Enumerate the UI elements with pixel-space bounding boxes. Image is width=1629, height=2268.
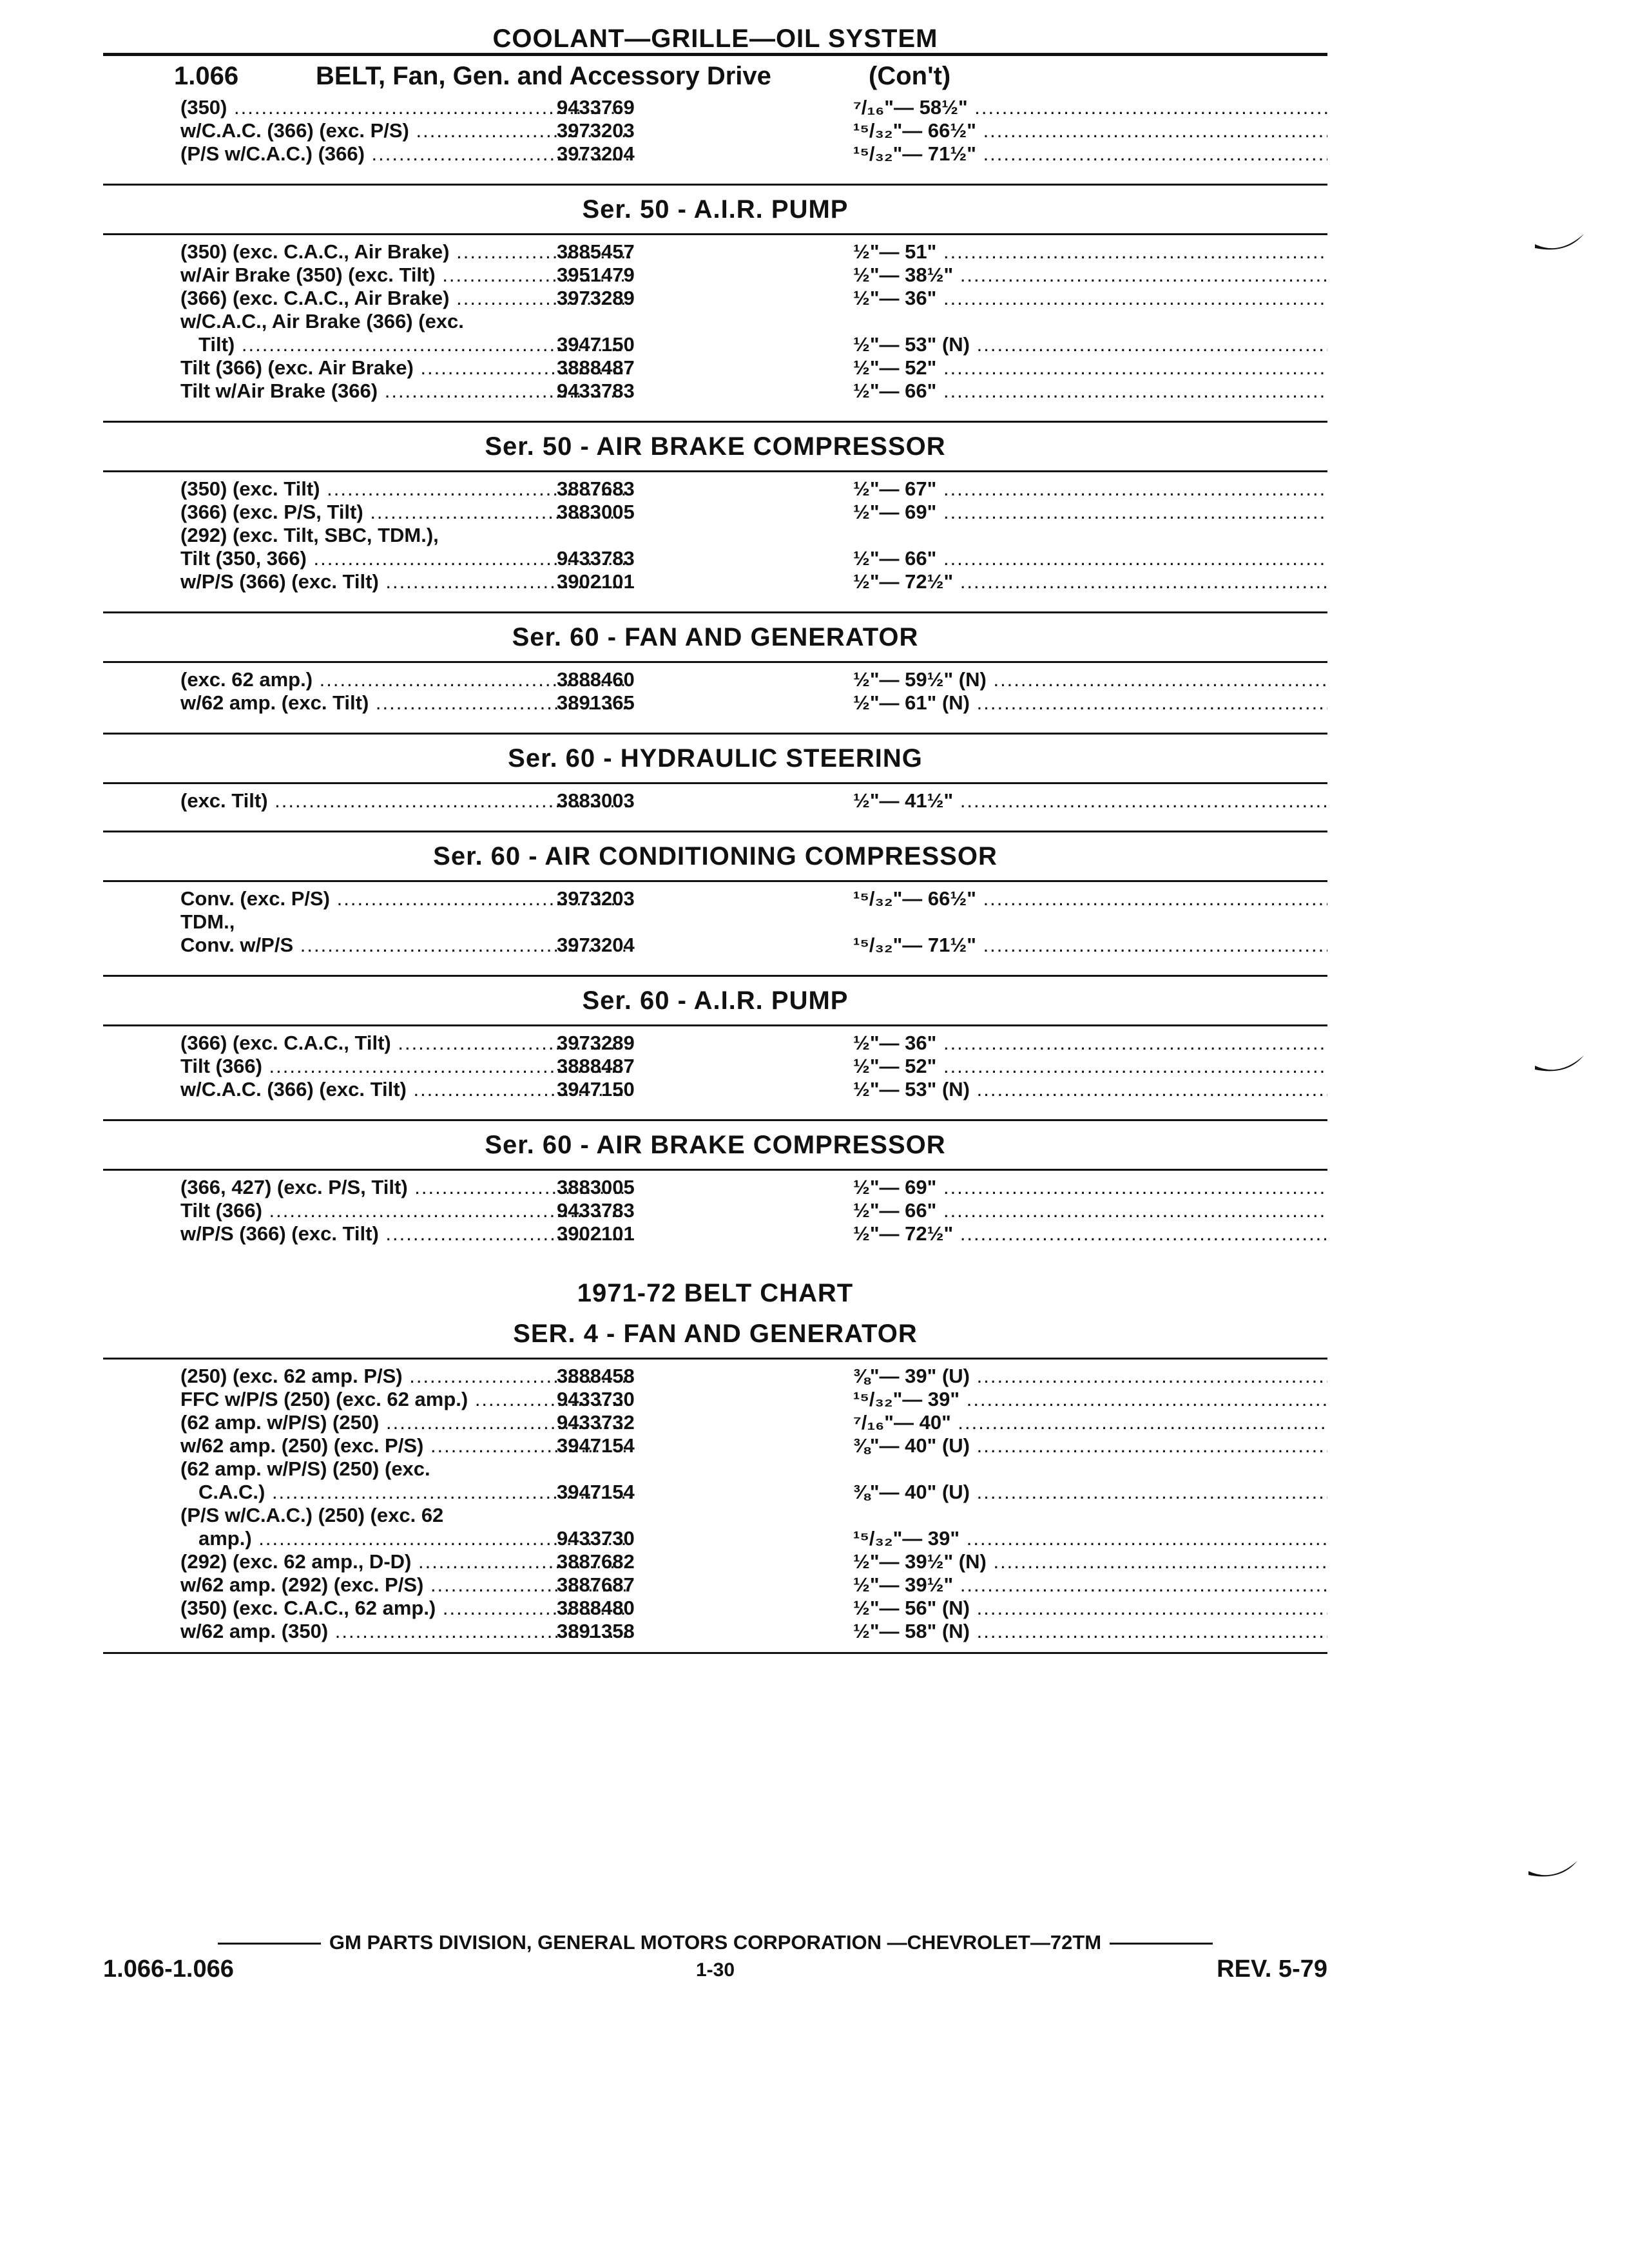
part-number: 3885457: [557, 240, 635, 263]
application-desc: (350) (exc. Tilt) .....: [180, 477, 630, 501]
table-row: [103, 310, 1327, 333]
application-desc: (exc. Tilt) .....: [180, 789, 630, 812]
table-row: [103, 1504, 1327, 1527]
group-rule: [103, 1358, 1327, 1360]
binder-mark-icon: [1527, 1856, 1579, 1888]
belt-table: [103, 1176, 1327, 1245]
application-desc: (P/S w/C.A.C.) (250) (exc. 62: [180, 1504, 444, 1526]
table-row: [103, 1388, 1327, 1411]
application-desc: Tilt (366) .....: [180, 1055, 630, 1078]
table-row: [103, 547, 1327, 570]
belt-size: ½"— 38½" .....: [853, 264, 1327, 287]
belt-table: [103, 1365, 1327, 1643]
belt-size: ½"— 66" .....: [853, 380, 1327, 403]
application-desc: FFC w/P/S (250) (exc. 62 amp.) .....: [180, 1388, 630, 1411]
group-rule: [103, 880, 1327, 882]
table-row: [103, 477, 1327, 501]
part-number: 3888480: [557, 1597, 635, 1619]
table-row: [103, 1222, 1327, 1245]
table-row: [103, 380, 1327, 403]
belt-table: [103, 240, 1327, 403]
table-row: [103, 501, 1327, 524]
belt-chart-heading: 1971-72 BELT CHART: [577, 1279, 854, 1307]
application-desc: Conv. (exc. P/S) .....: [180, 887, 630, 910]
belt-table: [103, 887, 1327, 957]
table-row: [103, 356, 1327, 380]
application-desc: Conv. w/P/S .....: [180, 934, 630, 957]
group-heading: Ser. 60 - HYDRAULIC STEERING: [508, 744, 923, 773]
table-row: [103, 1434, 1327, 1457]
table-row: [103, 333, 1327, 356]
binder-mark-icon: [1534, 1050, 1585, 1082]
part-number: 3888487: [557, 356, 635, 379]
part-number: 3891358: [557, 1620, 635, 1642]
table-row: [103, 1078, 1327, 1101]
belt-table: [103, 96, 1327, 166]
part-number: 3902101: [557, 570, 635, 593]
section-number: 1.066: [174, 62, 239, 90]
application-desc: w/C.A.C., Air Brake (366) (exc.: [180, 310, 464, 332]
belt-size: ⅜"— 40" (U) .....: [853, 1481, 1327, 1504]
part-number: 3887683: [557, 477, 635, 500]
group-heading: Ser. 50 - A.I.R. PUMP: [582, 195, 849, 224]
belt-table: [103, 1032, 1327, 1101]
application-desc: (P/S w/C.A.C.) (366) .....: [180, 142, 630, 166]
part-number: 3902101: [557, 1222, 635, 1245]
table-row: [103, 142, 1327, 166]
belt-size: ½"— 36" .....: [853, 1032, 1327, 1055]
belt-table: [103, 789, 1327, 812]
application-desc: (250) (exc. 62 amp. P/S) .....: [180, 1365, 630, 1388]
application-desc: w/C.A.C. (366) (exc. P/S) .....: [180, 119, 630, 142]
table-row: [103, 1032, 1327, 1055]
belt-size: ¹⁵/₃₂"— 71½" .....: [853, 142, 1327, 166]
table-row: [103, 691, 1327, 715]
belt-size: ½"— 52" .....: [853, 1055, 1327, 1078]
table-row: [103, 910, 1327, 934]
table-row: [103, 1055, 1327, 1078]
belt-chart-group: [103, 1310, 1327, 1654]
belt-size: ½"— 53" (N) .....: [853, 333, 1327, 356]
group-rule: [103, 1024, 1327, 1026]
application-desc: (62 amp. w/P/S) (250) .....: [180, 1411, 630, 1434]
part-number: 3973204: [557, 934, 635, 956]
application-desc: (62 amp. w/P/S) (250) (exc.: [180, 1457, 430, 1480]
belt-size: ½"— 56" (N) .....: [853, 1597, 1327, 1620]
belt-size: ¹⁵/₃₂"— 66½" .....: [853, 119, 1327, 142]
part-number: 3947154: [557, 1434, 635, 1457]
belt-size: ½"— 72½" .....: [853, 570, 1327, 593]
belt-size: ½"— 51" .....: [853, 240, 1327, 264]
table-row: [103, 240, 1327, 264]
part-number: 3973289: [557, 1032, 635, 1054]
table-row: [103, 119, 1327, 142]
belt-size: ⁷/₁₆"— 40" .....: [853, 1411, 1327, 1434]
application-desc: (366, 427) (exc. P/S, Tilt) .....: [180, 1176, 630, 1199]
part-number: 3888487: [557, 1055, 635, 1077]
belt-size: ½"— 58" (N) .....: [853, 1620, 1327, 1643]
application-desc: Tilt (350, 366) .....: [180, 547, 630, 570]
table-row: [103, 1527, 1327, 1550]
group-rule: [103, 661, 1327, 663]
part-number: 3891365: [557, 691, 635, 714]
part-number: 9433783: [557, 380, 635, 402]
part-number: 3973204: [557, 142, 635, 165]
footer-revision: REV. 5-79: [1217, 1956, 1327, 1983]
table-row: [103, 934, 1327, 957]
group-rule: [103, 1169, 1327, 1171]
footer-row: [103, 1956, 1327, 1988]
part-number: 9433730: [557, 1527, 635, 1550]
binder-mark-icon: [1534, 229, 1585, 261]
belt-size: ½"— 69" .....: [853, 501, 1327, 524]
application-desc: (350) (exc. C.A.C., 62 amp.) .....: [180, 1597, 630, 1620]
belt-size: ½"— 61" (N) .....: [853, 691, 1327, 715]
group-rule: [103, 782, 1327, 784]
belt-size: ¹⁵/₃₂"— 39" .....: [853, 1527, 1327, 1550]
footer-credit: GM PARTS DIVISION, GENERAL MOTORS CORPORATION —CHEVROLET—72TM: [329, 1931, 1102, 1954]
application-desc: C.A.C.) .....: [198, 1481, 630, 1504]
group-rule: [103, 470, 1327, 472]
application-desc: w/62 amp. (292) (exc. P/S) .....: [180, 1573, 630, 1597]
table-row: [103, 570, 1327, 593]
part-number: 3947150: [557, 1078, 635, 1100]
part-number: 3973289: [557, 287, 635, 309]
page-footer: [103, 1930, 1327, 1988]
application-desc: Tilt (366) .....: [180, 1199, 630, 1222]
application-desc: (exc. 62 amp.) .....: [180, 668, 630, 691]
page-title: COOLANT—GRILLE—OIL SYSTEM: [492, 24, 938, 53]
belt-size: ½"— 53" (N) .....: [853, 1078, 1327, 1101]
table-row: [103, 524, 1327, 547]
part-number: 3947150: [557, 333, 635, 356]
belt-size: ½"— 59½" (N) .....: [853, 668, 1327, 691]
belt-groups: [103, 96, 1327, 1264]
belt-table: [103, 668, 1327, 715]
part-number: 3973203: [557, 119, 635, 142]
part-number: 9433783: [557, 1199, 635, 1222]
belt-size: ½"— 69" .....: [853, 1176, 1327, 1199]
part-number: 9433730: [557, 1388, 635, 1410]
group-heading: Ser. 50 - AIR BRAKE COMPRESSOR: [485, 432, 946, 461]
belt-size: ½"— 66" .....: [853, 547, 1327, 570]
application-desc: (292) (exc. Tilt, SBC, TDM.),: [180, 524, 439, 546]
belt-size: ⅜"— 40" (U) .....: [853, 1434, 1327, 1457]
table-row: [103, 1199, 1327, 1222]
belt-size: ½"— 39½" .....: [853, 1573, 1327, 1597]
application-desc: (350) (exc. C.A.C., Air Brake) .....: [180, 240, 630, 264]
part-number: 3951479: [557, 264, 635, 286]
application-desc: Tilt w/Air Brake (366) .....: [180, 380, 630, 403]
table-row: [103, 1481, 1327, 1504]
application-desc: w/Air Brake (350) (exc. Tilt) .....: [180, 264, 630, 287]
table-row: [103, 1620, 1327, 1643]
table-row: [103, 1573, 1327, 1597]
part-number: 3883003: [557, 789, 635, 812]
part-number: 3883005: [557, 501, 635, 523]
part-number: 3887687: [557, 1573, 635, 1596]
footer-rule-left: [218, 1943, 321, 1945]
group-heading: Ser. 60 - AIR CONDITIONING COMPRESSOR: [433, 842, 998, 870]
table-row: [103, 1411, 1327, 1434]
belt-size: ½"— 41½" .....: [853, 789, 1327, 812]
part-number: 3973203: [557, 887, 635, 910]
footer-page-number: 1-30: [695, 1959, 735, 1981]
application-desc: amp.) .....: [198, 1527, 630, 1550]
application-desc: (292) (exc. 62 amp., D-D) .....: [180, 1550, 630, 1573]
table-row: [103, 1597, 1327, 1620]
part-number: 3947154: [557, 1481, 635, 1503]
belt-size: ¹⁵/₃₂"— 66½" .....: [853, 887, 1327, 910]
table-row: [103, 1550, 1327, 1573]
application-desc: w/62 amp. (250) (exc. P/S) .....: [180, 1434, 630, 1457]
footer-rule-right: [1110, 1943, 1213, 1945]
application-desc: w/62 amp. (exc. Tilt) .....: [180, 691, 630, 715]
table-row: [103, 264, 1327, 287]
table-row: [103, 1176, 1327, 1199]
group-heading: Ser. 60 - A.I.R. PUMP: [582, 986, 849, 1015]
belt-size: ⅜"— 39" (U) .....: [853, 1365, 1327, 1388]
belt-size: ½"— 66" .....: [853, 1199, 1327, 1222]
application-desc: w/P/S (366) (exc. Tilt) .....: [180, 1222, 630, 1245]
belt-size: ¹⁵/₃₂"— 39" .....: [853, 1388, 1327, 1411]
application-desc: w/P/S (366) (exc. Tilt) .....: [180, 570, 630, 593]
application-desc: w/62 amp. (350) .....: [180, 1620, 630, 1643]
application-desc: TDM.,: [180, 910, 235, 933]
belt-size: ½"— 52" .....: [853, 356, 1327, 380]
group-rule: [103, 1652, 1327, 1654]
part-number: 9433769: [557, 96, 635, 119]
part-number: 9433783: [557, 547, 635, 570]
part-number: 3883005: [557, 1176, 635, 1198]
group-heading: Ser. 60 - FAN AND GENERATOR: [512, 623, 919, 651]
application-desc: (366) (exc. C.A.C., Tilt) .....: [180, 1032, 630, 1055]
application-desc: Tilt) .....: [198, 333, 630, 356]
group-rule: [103, 233, 1327, 235]
table-row: [103, 96, 1327, 119]
part-number: 3888460: [557, 668, 635, 691]
section-heading: [103, 56, 1327, 96]
section-title: BELT, Fan, Gen. and Accessory Drive: [316, 62, 771, 90]
belt-table: [103, 477, 1327, 593]
section-continued: (Con't): [869, 62, 951, 90]
table-row: [103, 887, 1327, 910]
belt-size: ½"— 39½" (N) .....: [853, 1550, 1327, 1573]
part-number: 3888458: [557, 1365, 635, 1387]
part-number: 3887682: [557, 1550, 635, 1573]
belt-size: ⁷/₁₆"— 58½" .....: [853, 96, 1327, 119]
group-heading: Ser. 60 - AIR BRAKE COMPRESSOR: [485, 1131, 946, 1159]
footer-section-range: 1.066-1.066: [103, 1956, 234, 1983]
application-desc: Tilt (366) (exc. Air Brake) .....: [180, 356, 630, 380]
application-desc: w/C.A.C. (366) (exc. Tilt) .....: [180, 1078, 630, 1101]
table-row: [103, 287, 1327, 310]
group-heading: SER. 4 - FAN AND GENERATOR: [513, 1320, 918, 1348]
application-desc: (350) .....: [180, 96, 630, 119]
application-desc: (366) (exc. C.A.C., Air Brake) .....: [180, 287, 630, 310]
application-desc: (366) (exc. P/S, Tilt) .....: [180, 501, 630, 524]
part-number: 9433732: [557, 1411, 635, 1434]
parts-page: [103, 19, 1327, 1654]
table-row: [103, 668, 1327, 691]
footer-credit-line: [103, 1930, 1327, 1956]
table-row: [103, 1457, 1327, 1481]
table-row: [103, 789, 1327, 812]
belt-size: ½"— 36" .....: [853, 287, 1327, 310]
belt-size: ½"— 67" .....: [853, 477, 1327, 501]
belt-size: ¹⁵/₃₂"— 71½" .....: [853, 934, 1327, 957]
table-row: [103, 1365, 1327, 1388]
belt-size: ½"— 72½" .....: [853, 1222, 1327, 1245]
